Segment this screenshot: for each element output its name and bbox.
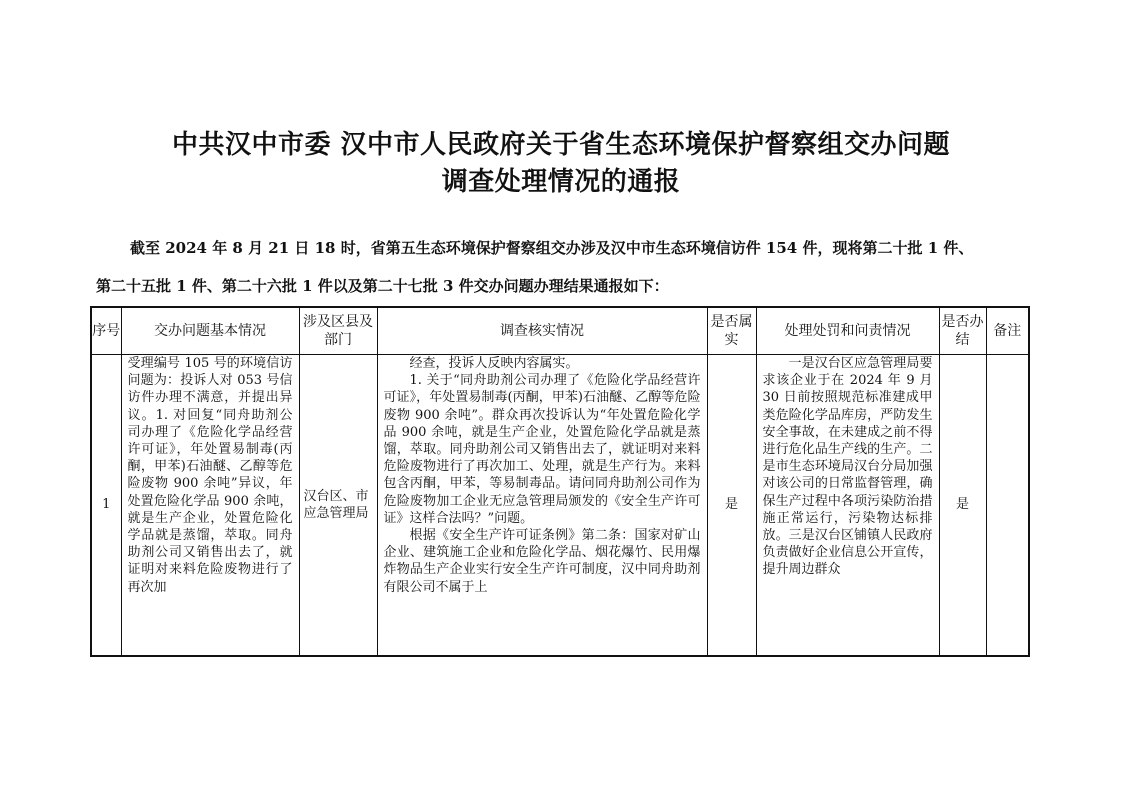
- row-verify-para2: 1. 关于“同舟助剂公司办理了《危险化学品经营许可证》，年处置易制毒(丙酮，甲苯)石油醚、乙醇等危险废物 900 余吨”。群众再次投诉认为“年处置危险化学品 900 余吨，就是生产企业，处置危险化学品就是蒸馏，萃取。同舟助剂公司又销售出去了，就证明对来料危险废物进行了再次加工、处理，就是生产行为。来料包含丙酮，甲苯，等易制毒品。请问同舟助剂公司作为危险废物加工企业无应急管理局颁发的《安全生产许可证》这样合法吗？”问题。: [383, 373, 701, 526]
- table-header-row: [91, 307, 1029, 355]
- header-is-closed: 是否办结: [939, 307, 986, 355]
- row-dept-text: 汉台区、市应急管理局: [303, 488, 369, 521]
- header-is-true: 是否属实: [707, 307, 756, 355]
- row-is-closed: 是: [939, 355, 986, 657]
- intro-paragraph-line1: 截至 2024 年 8 月 21 日 18 时，省第五生态环境保护督察组交办涉及汉中市生态环境信访件 154 件，现将第二十批 1 件、: [130, 239, 974, 257]
- header-handling: 处理处罚和问责情况: [756, 307, 939, 355]
- report-table: [90, 306, 1030, 657]
- row-handle-text: 一是汉台区应急管理局要求该企业于在 2024 年 9 月 30 日前按照规范标准建成甲类危险化学品库房，严防发生安全事故，在未建成之前不得进行危化品生产线的生产。二是市生态环境局汉台分局加强对该公司的日常监督管理，确保生产过程中各项污染防治措施正常运行，污染物达标排放。三是汉台区铺镇人民政府负责做好企业信息公开宣传，提升周边群众: [762, 356, 933, 578]
- header-remark: 备注: [986, 307, 1029, 355]
- header-seq: 序号: [91, 307, 121, 355]
- document-title-line2: 调查处理情况的通报: [441, 167, 681, 197]
- table-row: [91, 355, 1029, 657]
- row-seq: 1: [91, 355, 121, 657]
- row-basic-text: 受理编号 105 号的环境信访问题为：投诉人对 053 号信访件办理不满意，并提出异议。1. 对回复“同舟助剂公司办理了《危险化学品经营许可证》，年处置易制毒(丙酮，甲苯)石油醚、乙醇等危险废物 900 余吨”异议，年处置危险化学品 900 余吨，就是生产企业，处置危险化学品就是蒸馏，萃取。同舟助剂公司又销售出去了，就证明对来料危险废物进行了再次加: [127, 356, 293, 595]
- intro-paragraph-line2: 第二十五批 1 件、第二十六批 1 件以及第二十七批 3 件交办问题办理结果通报如下：: [96, 277, 669, 295]
- row-verify-para3: 根据《安全生产许可证条例》第二条：国家对矿山企业、建筑施工企业和危险化学品、烟花爆竹、民用爆炸物品生产企业实行安全生产许可制度，汉中同舟助剂有限公司不属于上: [383, 528, 701, 595]
- row-dept-cell: [299, 355, 377, 657]
- document-title-line1: 中共汉中市委 汉中市人民政府关于省生态环境保护督察组交办问题: [171, 130, 951, 160]
- row-basic-cell: [121, 355, 299, 657]
- header-basic-situation: 交办问题基本情况: [121, 307, 299, 355]
- row-handle-cell: [756, 355, 939, 657]
- row-verify-para1: 经查，投诉人反映内容属实。: [409, 356, 579, 371]
- row-remark: [986, 355, 1029, 657]
- row-verify-cell: [377, 355, 707, 657]
- header-department: 涉及区县及部门: [299, 307, 377, 355]
- header-verification: 调查核实情况: [377, 307, 707, 355]
- row-is-true: 是: [707, 355, 756, 657]
